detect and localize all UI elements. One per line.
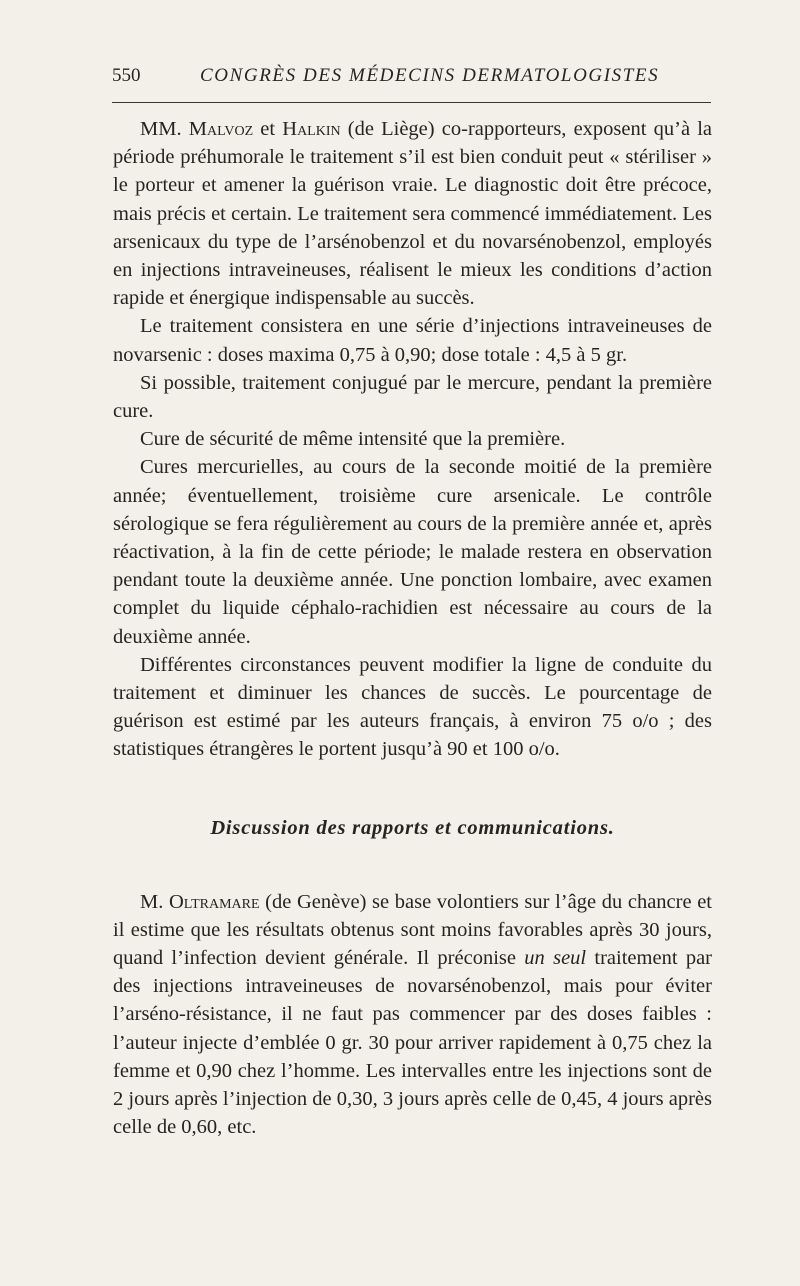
running-title: CONGRÈS DES MÉDECINS DERMATOLOGISTES	[200, 65, 660, 86]
paragraph-treatment-series: Le traitement consistera en une série d’injections intraveineuses de novarsenic : doses maxima 0,75 à 0,90; dose totale : 4,5 à 5 gr.	[113, 315, 712, 366]
emphasized-text: un seul	[524, 947, 587, 970]
author-name-halkin: Halkin	[282, 118, 341, 140]
paragraph-oltramare	[113, 888, 712, 1142]
paragraph-mercurial-cures: Cures mercurielles, au cours de la seconde moitié de la première année; éventuellement, troisième cure arsenicale. Le contrôle sérologique se fera régulièrement au cours de la première année et, après réactivation, à la fin de cette période; le malade restera en observation pendant toute la deuxième année. Une ponction lombaire, avec examen complet du liquide céphalo-rachidien est nécessaire au cours de la deuxième année.	[113, 456, 712, 648]
paragraph-mercury: Si possible, traitement conjugué par le mercure, pendant la première cure.	[113, 371, 712, 423]
paragraph-text: (de Genève) se base volontiers sur l’âge du chancre et il estime que les résultats obtenus sont moins favorables après 30 jours, quand l’infection devient générale. Il préconise	[113, 890, 713, 970]
header-rule	[112, 102, 711, 103]
paragraph-security-cure: Cure de sécurité de même intensité que la première.	[140, 428, 566, 451]
body-text	[113, 115, 712, 1142]
paragraph-text: (de Liège) co-rapporteurs, exposent qu’à la période préhumorale le traitement s’il est bien conduit peut « stériliser » le porteur et amener la guérison vraie. Le diagnostic doit être précoce, mais précis et certain. Le traitement sera commencé immédiatement. Les arsenicaux du type de l’arsénobenzol et du novarsénobenzol, employés en injections intraveineuses, réalisent le mieux les conditions d’action rapide et énergique indispensable au succès.	[113, 118, 712, 310]
author-name-oltramare: Oltramare	[169, 890, 260, 913]
page-number: 550	[112, 65, 141, 86]
author-name-malvoz: Malvoz	[188, 118, 254, 140]
page-header	[112, 64, 712, 94]
paragraph-text: traitement par des injections intraveineuses de novarsénobenzol, mais pour éviter l’arséno-résistance, il ne faut pas commencer par des doses faibles : l’auteur injecte d’emblée 0 gr. 30 pour arriver rapidement à 0,75 chez la femme et 0,90 chez l’homme. Les intervalles entre les injections sont de 2 jours après l’injection de 0,30, 3 jours après celle de 0,45, 4 jours après celle de 0,60, etc.	[113, 947, 712, 1139]
section-heading: Discussion des rapports et communications.	[210, 816, 615, 839]
paragraph-rapporteurs	[113, 115, 712, 312]
paragraph-connector: et	[253, 118, 283, 140]
paragraph-lead: M.	[140, 890, 169, 913]
paragraph-circumstances: Différentes circonstances peuvent modifier la ligne de conduite du traitement et diminuer les chances de succès. Le pourcentage de guérison est estimé par les auteurs français, à environ 75 o/o ; des statistiques étrangères le portent jusqu’à 90 et 100 o/o.	[113, 653, 712, 761]
paragraph-lead: MM.	[140, 118, 189, 140]
